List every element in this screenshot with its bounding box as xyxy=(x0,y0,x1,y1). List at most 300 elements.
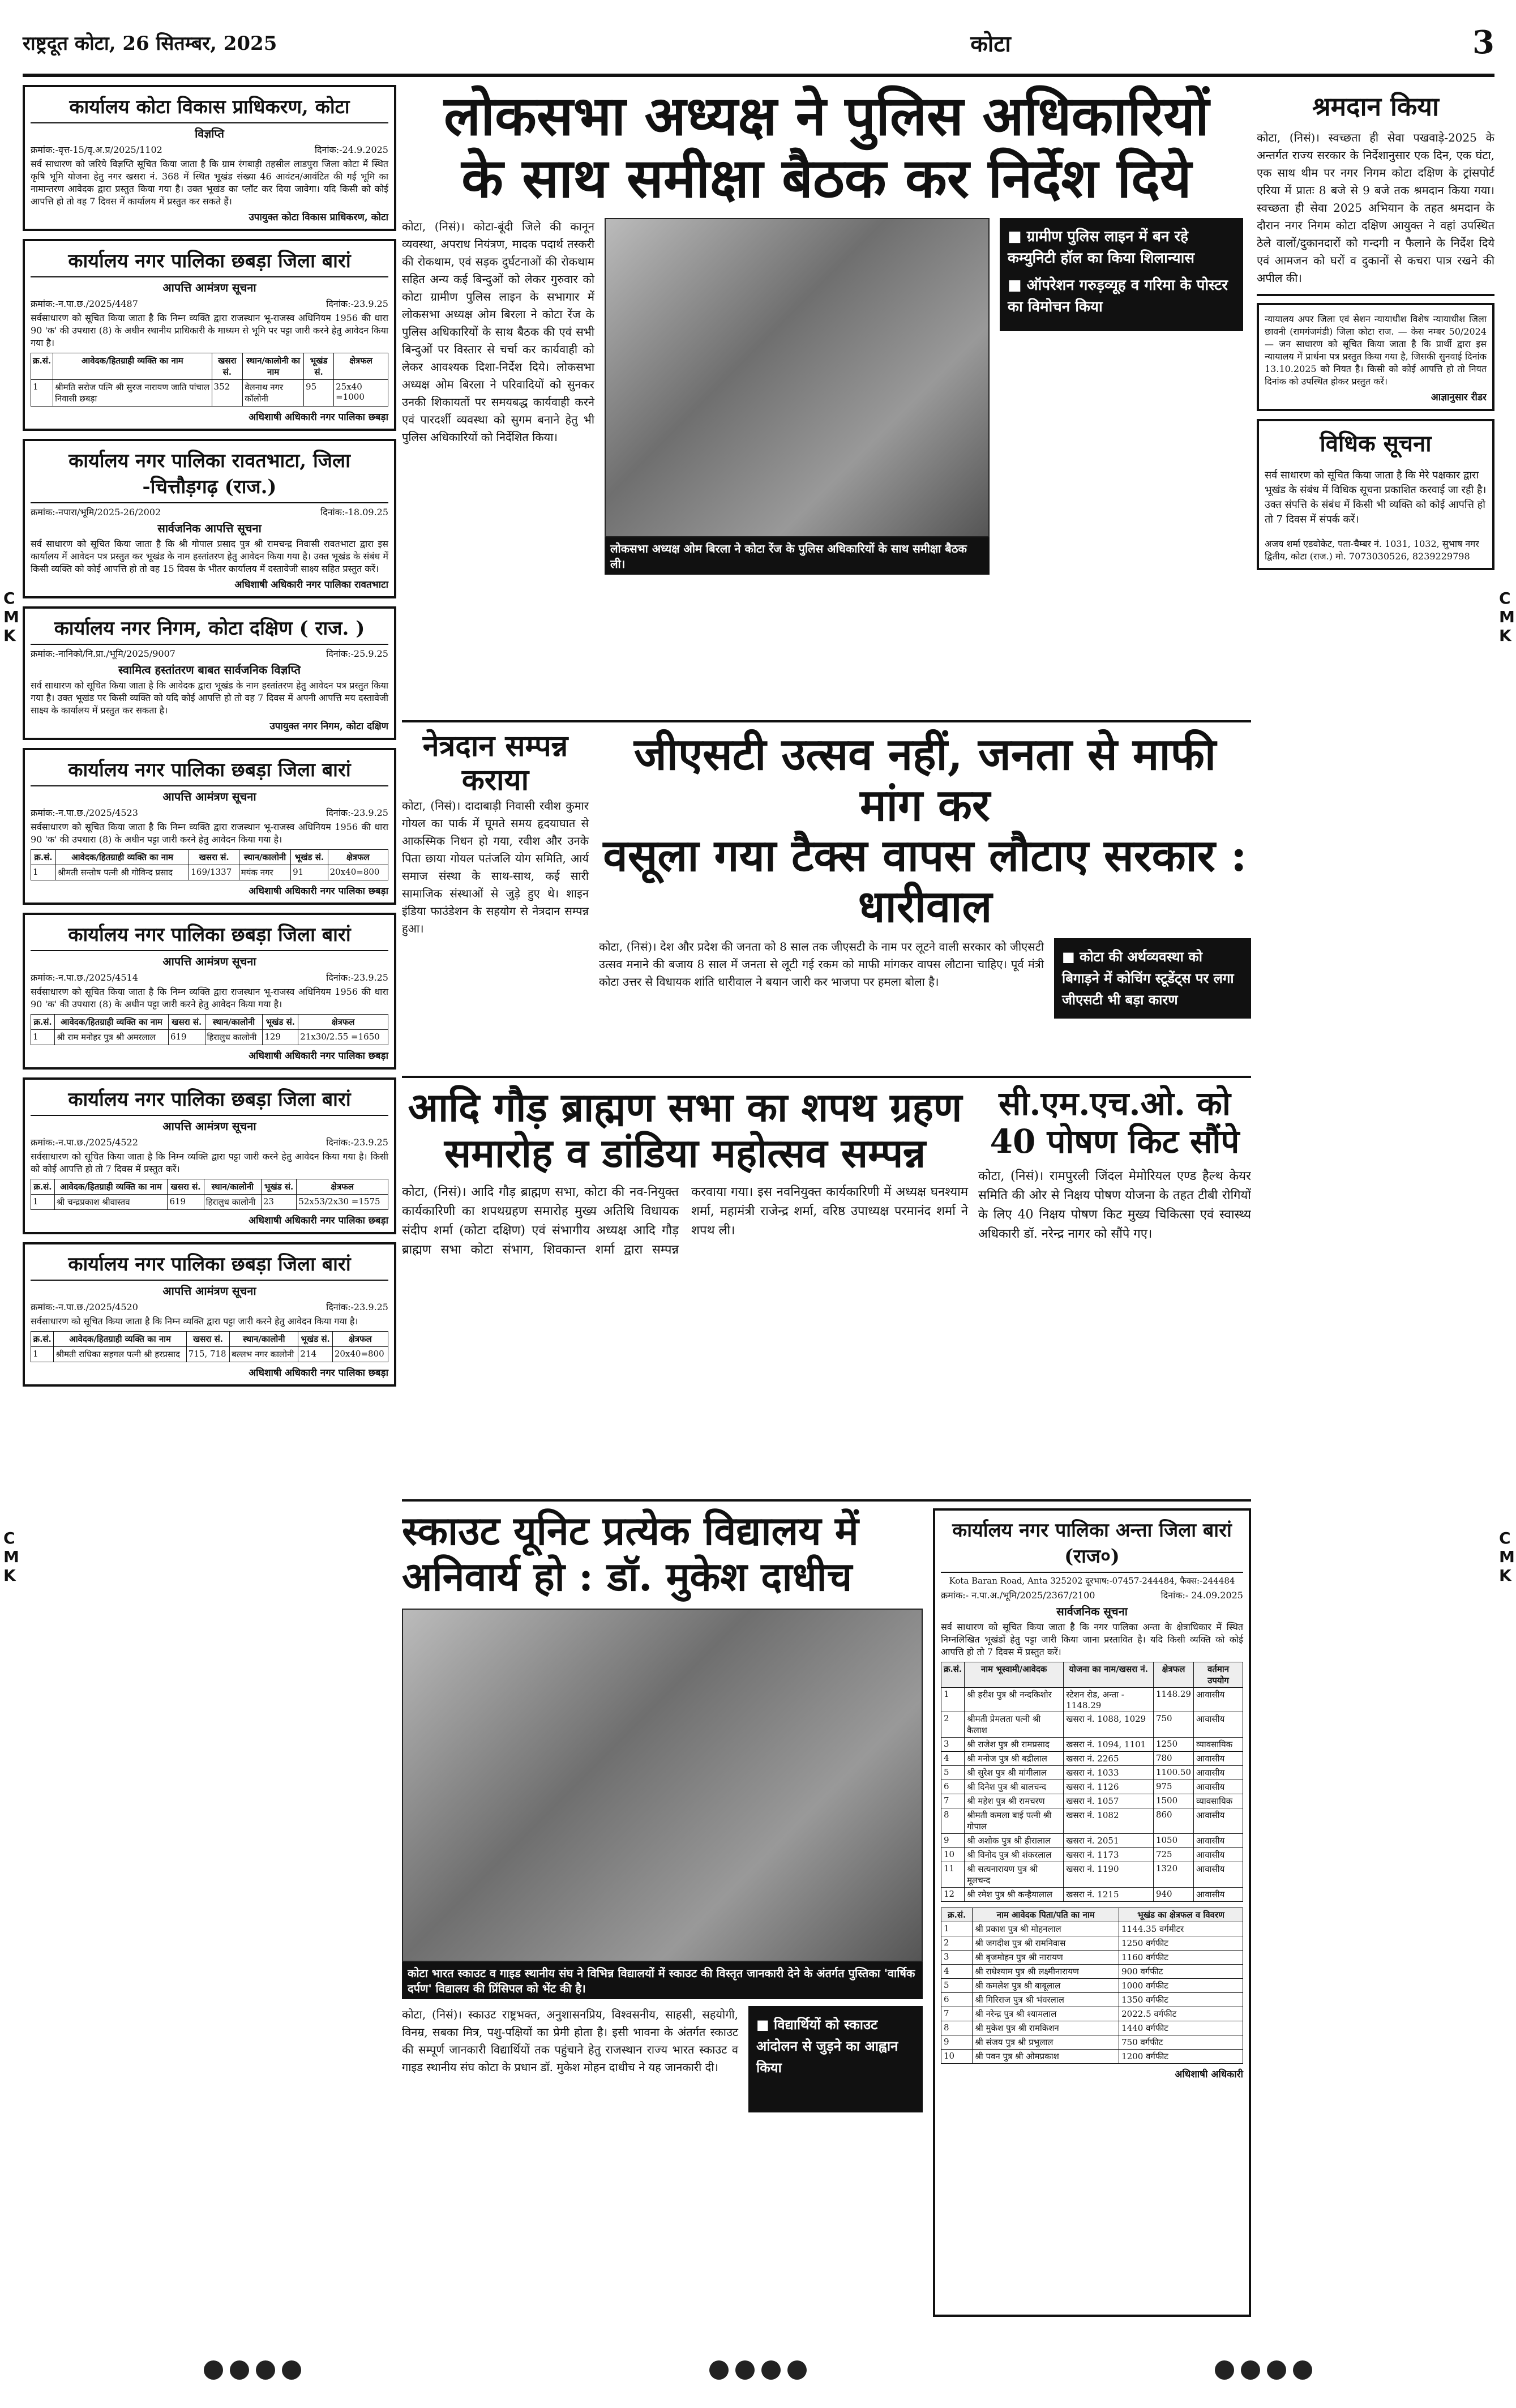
table-cell: 750 xyxy=(1153,1712,1193,1738)
table-header: क्षेत्रफल xyxy=(1153,1662,1193,1688)
table-header: क्षेत्रफल xyxy=(332,1332,388,1347)
notice-title: कार्यालय नगर पालिका रावतभाटा, जिला -चित्तौड़गढ़ (राज.) xyxy=(31,447,388,503)
notice-ref: क्रमांक:-न.पा.छ./2025/4514 xyxy=(31,972,138,983)
second-row xyxy=(402,729,1251,1069)
gst-bullet-box: ■ कोटा की अर्थव्यवस्था को बिगाड़ने में कोचिंग स्टूडेंट्स पर लगा जीएसटी भी बड़ा कारण xyxy=(1054,938,1251,1019)
lead-story xyxy=(402,85,1251,713)
court-notice xyxy=(1257,303,1494,411)
dot xyxy=(787,2360,807,2380)
notice-table xyxy=(31,1014,388,1045)
notice-kota-south-municipal xyxy=(23,606,396,740)
registration-mark: C M K xyxy=(3,589,19,645)
table-cell: 619 xyxy=(168,1195,204,1210)
table-cell: 5 xyxy=(941,1766,965,1780)
table-header: आवेदक/हितग्राही व्यक्ति का नाम xyxy=(55,850,189,865)
table-row xyxy=(941,1922,1243,1936)
anta-date: दिनांक:- 24.09.2025 xyxy=(1160,1590,1243,1601)
table-cell: 1 xyxy=(31,1195,55,1210)
notice-chhabra-3 xyxy=(23,913,396,1070)
table-cell: 5 xyxy=(941,1979,973,1993)
table-cell: 169/1337 xyxy=(189,865,239,880)
notice-sign: अधिशाषी अधिकारी नगर पालिका छबड़ा xyxy=(249,886,388,897)
table-header: क्र.सं. xyxy=(941,1662,965,1688)
table-row xyxy=(941,1738,1243,1752)
table-cell: श्री दिनेश पुत्र श्री बालचन्द xyxy=(965,1780,1064,1794)
notice-table xyxy=(31,1331,388,1362)
table-row xyxy=(941,1936,1243,1951)
table-cell: आवासीय xyxy=(1194,1862,1243,1888)
table-cell: श्री नरेन्द्र पुत्र श्री श्यामलाल xyxy=(973,2007,1119,2021)
table-cell: 1320 xyxy=(1153,1862,1193,1888)
table-cell: श्री राधेश्याम पुत्र श्री लक्ष्मीनारायण xyxy=(973,1965,1119,1979)
dot xyxy=(761,2360,781,2380)
notice-date: दिनांक:-23.9.25 xyxy=(326,1302,388,1312)
section-name: कोटा xyxy=(970,30,1011,57)
table-cell: खसरा नं. 2265 xyxy=(1064,1752,1154,1766)
table-cell: बल्लभ नगर कालोनी xyxy=(230,1347,298,1362)
table-header: आवेदक/हितग्राही व्यक्ति का नाम xyxy=(54,1179,168,1195)
table-cell: श्री राम मनोहर पुत्र श्री अमरलाल xyxy=(55,1030,169,1045)
table-header: आवेदक/हितग्राही व्यक्ति का नाम xyxy=(55,1015,169,1030)
anta-address: Kota Baran Road, Anta 325202 दूरभाष:-07457-244484, फैक्स:-244484 xyxy=(949,1576,1235,1586)
table-cell: 1 xyxy=(31,1347,54,1362)
table-cell: 11 xyxy=(941,1862,965,1888)
table-cell: श्री मुकेश पुत्र श्री रामकिशन xyxy=(973,2021,1119,2035)
print-registration-dots xyxy=(0,2357,1516,2385)
netradan-headline: नेत्रदान सम्पन्न कराया xyxy=(422,729,568,797)
notice-date: दिनांक:-25.9.25 xyxy=(326,648,388,659)
cmho-story xyxy=(978,1085,1251,1492)
table-header: स्थान/कालोनी xyxy=(205,1015,263,1030)
scout-headline-line2: अनिवार्य हो : डॉ. मुकेश दाधीच xyxy=(402,1552,853,1600)
notice-body: सर्वसाधारण को सूचित किया जाता है कि निम्न व्यक्ति द्वारा राजस्थान भू-राजस्व अधिनियम 1956 की धारा 90 'क' की उपधारा (8) के अधीन पट्टा जारी करने हेतु आवेदन किया गया है। xyxy=(31,822,388,845)
table-row xyxy=(31,865,388,880)
table-header: भूखंड सं. xyxy=(263,1015,298,1030)
table-cell: 1 xyxy=(31,865,56,880)
notice-ref: क्रमांक:-न.पा.छ./2025/4523 xyxy=(31,807,138,818)
table-row xyxy=(31,1195,388,1210)
table-cell: 975 xyxy=(1153,1780,1193,1794)
notice-sign: अधिशाषी अधिकारी नगर पालिका छबड़ा xyxy=(249,1215,388,1226)
table-header: खसरा सं. xyxy=(168,1015,205,1030)
table-cell: 8 xyxy=(941,2021,973,2035)
table-cell: 1050 xyxy=(1153,1834,1193,1848)
notice-sign: उपायुक्त कोटा विकास प्राधिकरण, कोटा xyxy=(249,212,388,223)
anta-table xyxy=(941,1662,1243,1902)
table-header: क्र.सं. xyxy=(31,1179,55,1195)
table-cell: हिरालुध कालोनी xyxy=(204,1195,261,1210)
table-cell: खसरा नं. 2051 xyxy=(1064,1834,1154,1848)
table-cell: 20x40=800 xyxy=(328,865,388,880)
registration-mark: C M K xyxy=(1499,1529,1515,1585)
notice-title: कार्यालय नगर पालिका छबड़ा जिला बारां xyxy=(31,921,388,951)
anta-table-2 xyxy=(941,1907,1243,2064)
table-row xyxy=(941,1712,1243,1738)
notice-sign: उपायुक्त नगर निगम, कोटा दक्षिण xyxy=(269,721,388,732)
table-row xyxy=(941,1834,1243,1848)
table-cell: 780 xyxy=(1153,1752,1193,1766)
scout-headline-line1: स्काउट यूनिट प्रत्येक विद्यालय में xyxy=(402,1507,859,1554)
notice-ref: क्रमांक:-न.पा.छ./2025/4487 xyxy=(31,298,138,309)
table-row xyxy=(941,1794,1243,1808)
table-cell: श्री अशोक पुत्र श्री हीरालाल xyxy=(965,1834,1064,1848)
lead-photo xyxy=(605,218,990,537)
table-cell: 900 वर्गफीट xyxy=(1119,1965,1243,1979)
table-cell: आवासीय xyxy=(1194,1780,1243,1794)
notice-ref: क्रमांक:-न.पा.छ./2025/4520 xyxy=(31,1302,138,1312)
dot xyxy=(204,2360,223,2380)
notice-subtitle: सार्वजनिक आपत्ति सूचना xyxy=(157,521,262,535)
notice-subtitle: स्वामित्व हस्तांतरण बाबत सार्वजनिक विज्ञप्ति xyxy=(118,663,301,677)
table-cell: खसरा नं. 1057 xyxy=(1064,1794,1154,1808)
lead-headline-line1: लोकसभा अध्यक्ष ने पुलिस अधिकारियों xyxy=(444,85,1209,148)
table-header: स्थान/कालोनी xyxy=(204,1179,261,1195)
table-cell: 3 xyxy=(941,1738,965,1752)
table-header: भूखंड सं. xyxy=(298,1332,332,1347)
table-cell: श्री मनोज पुत्र श्री बद्रीलाल xyxy=(965,1752,1064,1766)
legal-notice-title: विधिक सूचना xyxy=(1320,430,1432,457)
cmho-body: कोटा, (निसं)। रामपुरली जिंदल मेमोरियल एण्ड हैल्थ केयर समिति की ओर से निक्षय पोषण योजना के तहत टीबी रोगियों के लिए 40 निक्षय पोषण किट मुख्य चिकित्सा एवं स्वास्थ्य अधिकारी डॉ. नरेन्द्र नागर को सौंपे गए। xyxy=(978,1169,1251,1242)
anta-ref: क्रमांक:- न.पा.अ./भूमि/2025/2367/2100 xyxy=(941,1590,1095,1601)
table-cell: श्री प्रकाश पुत्र श्री मोहनलाल xyxy=(973,1922,1119,1936)
table-cell: 7 xyxy=(941,1794,965,1808)
table-cell: 52x53/2x30 =1575 xyxy=(297,1195,388,1210)
notice-chhabra-4 xyxy=(23,1077,396,1234)
table-cell: 12 xyxy=(941,1888,965,1902)
table-header: आवेदक/हितग्राही व्यक्ति का नाम xyxy=(54,1332,186,1347)
table-cell: 1148.29 xyxy=(1153,1688,1193,1712)
table-cell: 10 xyxy=(941,2050,973,2064)
table-cell: 1350 वर्गफीट xyxy=(1119,1993,1243,2007)
notice-chhabra-2 xyxy=(23,748,396,905)
table-cell: आवासीय xyxy=(1194,1688,1243,1712)
table-header: खसरा सं. xyxy=(168,1179,204,1195)
table-header: खसरा सं. xyxy=(186,1332,229,1347)
divider xyxy=(402,720,1251,722)
notice-chhabra-1 xyxy=(23,239,396,431)
notice-body: सर्व साधारण को सूचित किया जाता है कि श्री गोपाल प्रसाद पुत्र श्री रामचन्द्र निवासी रावतभाटा द्वारा इस कार्यालय में आवेदन पत्र प्रस्तुत कर भूखंड के नाम हस्तांतरण हेतु आवेदन किया गया है। उक्त भूखंड के संबंध में किसी व्यक्ति को कोई आपत्ति हो तो वह 15 दिवस के भीतर कार्यालय में दस्तावेजी साक्ष्य सहित प्रस्तुत करें। xyxy=(31,538,388,574)
left-notices-column xyxy=(23,85,396,2344)
notice-date: दिनांक:-23.9.25 xyxy=(326,1137,388,1148)
table-cell: श्रीमती राधिका सहगल पत्नी श्री हरप्रसाद xyxy=(54,1347,186,1362)
lead-bullet: ■ ऑपरेशन गरुड़व्यूह व गरिमा के पोस्टर का विमोचन किया xyxy=(1008,276,1228,315)
anta-sign: अधिशाषी अधिकारी xyxy=(1175,2069,1243,2080)
table-header: भूखंड का क्षेत्रफल व विवरण xyxy=(1119,1908,1243,1922)
court-notice-sign: आज्ञानुसार रीडर xyxy=(1431,392,1487,403)
table-header: क्षेत्रफल xyxy=(297,1179,388,1195)
table-row xyxy=(941,1979,1243,1993)
table-cell: आवासीय xyxy=(1194,1766,1243,1780)
table-cell: 4 xyxy=(941,1965,973,1979)
legal-notice-body: सर्व साधारण को सूचित किया जाता है कि मेरे पक्षकार द्वारा भूखंड के संबंध में विधिक सूचना प्रकाशित करवाई जा रही है। उक्त संपत्ति के संबंध में किसी भी व्यक्ति को कोई आपत्ति हो तो 7 दिवस में संपर्क करें। xyxy=(1265,469,1487,525)
notice-body: सर्व साधारण को सूचित किया जाता है कि आवेदक द्वारा भूखंड के नाम हस्तांतरण हेतु आवेदन पत्र प्रस्तुत किया गया है। उक्त भूखंड पर किसी व्यक्ति को यदि कोई आपत्ति हो तो वह 7 दिवस में अपनी आपत्ति मय दस्तावेजी साक्ष्य के कार्यालय में प्रस्तुत कर सकता है। xyxy=(31,680,388,716)
table-cell: 1100.50 xyxy=(1153,1766,1193,1780)
anta-intro: सर्व साधारण को सूचित किया जाता है कि नगर पालिका अन्ता के क्षेत्राधिकार में स्थित निम्नलिखित भूखंडों हेतु पट्टा जारी किया जाना प्रस्तावित है। यदि किसी व्यक्ति को कोई आपत्ति हो तो 7 दिवस में प्रस्तुत करें। xyxy=(941,1622,1243,1657)
notice-kota-development-authority xyxy=(23,85,396,231)
dot xyxy=(230,2360,249,2380)
table-cell: 214 xyxy=(298,1347,332,1362)
aadi-gaur-headline-line1: आदि गौड़ ब्राह्मण सभा का शपथ ग्रहण xyxy=(408,1084,962,1131)
table-cell: 715, 718 xyxy=(186,1347,229,1362)
main-news-column xyxy=(402,85,1251,2344)
table-header: क्षेत्रफल xyxy=(334,353,388,380)
table-header: क्र.सं. xyxy=(31,1015,55,1030)
table-cell: व्यावसायिक xyxy=(1194,1794,1243,1808)
table-header: क्षेत्रफल xyxy=(298,1015,388,1030)
table-cell: 2 xyxy=(941,1712,965,1738)
legal-notice xyxy=(1257,419,1494,570)
table-cell: 6 xyxy=(941,1780,965,1794)
dot xyxy=(1267,2360,1286,2380)
table-cell: आवासीय xyxy=(1194,1808,1243,1834)
table-cell: 1144.35 वर्गमीटर xyxy=(1119,1922,1243,1936)
table-row xyxy=(941,1808,1243,1834)
table-row xyxy=(941,1951,1243,1965)
notice-date: दिनांक:-18.09.25 xyxy=(320,507,388,517)
table-header: क्र.सं. xyxy=(941,1908,973,1922)
notice-table xyxy=(31,849,388,880)
table-cell: 129 xyxy=(263,1030,298,1045)
legal-notice-sign: अजय शर्मा एडवोकेट, पता-चैम्बर नं. 1031, 1032, सुभाष नगर द्वितीय, कोटा (राज.) मो. 7073030526, 8239229798 xyxy=(1265,538,1479,562)
third-row xyxy=(402,1085,1251,1492)
scout-photo xyxy=(402,1609,923,1962)
dot xyxy=(1293,2360,1312,2380)
table-cell: 20x40=800 xyxy=(332,1347,388,1362)
lead-bullet: ■ ग्रामीण पुलिस लाइन में बन रहे कम्युनिटी हॉल का किया शिलान्यास xyxy=(1008,228,1194,267)
table-cell: खसरा नं. 1190 xyxy=(1064,1862,1154,1888)
notice-ref: क्रमांक:-नपारा/भूमि/2025-26/2002 xyxy=(31,507,161,517)
table-cell: श्री पवन पुत्र श्री ओमप्रकाश xyxy=(973,2050,1119,2064)
table-cell: 1 xyxy=(941,1922,973,1936)
table-cell: 95 xyxy=(304,380,334,407)
table-row xyxy=(941,1993,1243,2007)
notice-sign: अधिशाषी अधिकारी नगर पालिका छबड़ा xyxy=(249,1367,388,1379)
notice-table xyxy=(31,353,388,407)
notice-ref: क्रमांक:-वृत्त-15/वृ.अ.प्र/2025/1102 xyxy=(31,144,162,155)
dot xyxy=(256,2360,275,2380)
table-header: क्र.सं. xyxy=(31,1332,54,1347)
table-header: वर्तमान उपयोग xyxy=(1194,1662,1243,1688)
notice-title: कार्यालय नगर निगम, कोटा दक्षिण ( राज. ) xyxy=(31,614,388,645)
table-cell: 352 xyxy=(212,380,243,407)
table-cell: 23 xyxy=(261,1195,296,1210)
notice-table xyxy=(31,1179,388,1210)
table-cell: 750 वर्गफीट xyxy=(1119,2035,1243,2050)
lead-bullets-box xyxy=(1000,218,1243,331)
table-header: स्थान/कालोनी का नाम xyxy=(243,353,304,380)
table-cell: वेलनाथ नगर कॉलोनी xyxy=(243,380,304,407)
table-row xyxy=(941,1848,1243,1862)
shramdaan-headline: श्रमदान किया xyxy=(1312,91,1439,122)
table-cell: 1250 वर्गफीट xyxy=(1119,1936,1243,1951)
gst-body: कोटा, (निसं)। देश और प्रदेश की जनता को 8 साल तक जीएसटी के नाम पर लूटने वाली सरकार को जीएसटी उत्सव मनाने की बजाय 8 साल में जनता से लूटी गई रकम को माफी मांगकर वापस लौटाना चाहिए। पूर्व मंत्री कोटा उत्तर से विधायक शांति धारीवाल ने बयान जारी कर भाजपा पर हमला बोला है। xyxy=(599,939,1044,989)
table-cell: खसरा नं. 1215 xyxy=(1064,1888,1154,1902)
table-cell: 1500 xyxy=(1153,1794,1193,1808)
notice-body: सर्व साधारण को जरिये विज्ञप्ति सूचित किया जाता है कि ग्राम रंगबाड़ी तहसील लाडपुरा जिला कोटा में स्थित कृषि भूमि योजना हेतु नगर खसरा नं. 368 में स्थित भूखंड संख्या 46 आवंटन/आवंटित की गई भूमि का नामान्तरण आवेदक द्वारा प्रस्तुत किया गया है। उक्त भूखंड का प्लॉट कर दिया जावेगा। यदि किसी को कोई आपत्ति हो तो वह 7 दिवस में कार्यालय में प्रस्तुत कर सकते हैं। xyxy=(31,159,388,207)
notice-subtitle: आपत्ति आमंत्रण सूचना xyxy=(162,790,256,803)
notice-sign: अधिशाषी अधिकारी नगर पालिका छबड़ा xyxy=(249,412,388,423)
dot xyxy=(282,2360,301,2380)
table-cell: आवासीय xyxy=(1194,1712,1243,1738)
aadi-gaur-story xyxy=(402,1085,968,1492)
table-row xyxy=(941,2021,1243,2035)
notice-subtitle: आपत्ति आमंत्रण सूचना xyxy=(162,281,256,294)
page-number: 3 xyxy=(1472,24,1494,61)
table-row xyxy=(941,1888,1243,1902)
table-cell: 2 xyxy=(941,1936,973,1951)
notice-date: दिनांक:-24.9.2025 xyxy=(314,144,388,155)
table-cell: 9 xyxy=(941,2035,973,2050)
divider xyxy=(1257,294,1494,296)
notice-body: सर्वसाधारण को सूचित किया जाता है कि निम्न व्यक्ति द्वारा राजस्थान भू-राजस्व अधिनियम 1956 की धारा 90 'क' की उपधारा (8) के अधीन पट्टा जारी करने हेतु आवेदन किया गया है। xyxy=(31,986,388,1010)
divider xyxy=(402,1076,1251,1078)
scout-bullet: विद्यार्थियों को स्काउट आंदोलन से जुड़ने का आह्वान किया xyxy=(756,2016,898,2076)
table-cell: आवासीय xyxy=(1194,1752,1243,1766)
notice-ref: क्रमांक:-न.पा.छ./2025/4522 xyxy=(31,1137,138,1148)
notice-rawatbhata xyxy=(23,439,396,598)
table-cell: आवासीय xyxy=(1194,1888,1243,1902)
table-cell: 1000 वर्गफीट xyxy=(1119,1979,1243,1993)
table-cell: 91 xyxy=(291,865,328,880)
table-header: क्र.सं. xyxy=(31,353,53,380)
table-row xyxy=(31,1347,388,1362)
table-header: नाम भूस्वामी/आवेदक xyxy=(965,1662,1064,1688)
notice-sign: अधिशाषी अधिकारी नगर पालिका रावतभाटा xyxy=(234,579,388,591)
table-cell: खसरा नं. 1088, 1029 xyxy=(1064,1712,1154,1738)
scout-bullet-box: ■ विद्यार्थियों को स्काउट आंदोलन से जुड़ने का आह्वान किया xyxy=(748,2006,923,2112)
table-row xyxy=(941,1965,1243,1979)
registration-mark: C M K xyxy=(1499,589,1515,645)
notice-subtitle: आपत्ति आमंत्रण सूचना xyxy=(162,1284,256,1298)
table-cell: 860 xyxy=(1153,1808,1193,1834)
table-cell: 21x30/2.55 =1650 xyxy=(298,1030,388,1045)
shramdaan-body: कोटा, (निसं)। स्वच्छता ही सेवा पखवाड़े-2025 के अन्तर्गत राज्य सरकार के निर्देशानुसार एक दिन, एक घंटा, एक साथ थीम पर नगर निगम कोटा दक्षिण के ट्रांसपोर्ट एरिया में प्रातः 8 बजे से 9 बजे तक श्रमदान किया गया। स्वच्छता ही सेवा 2025 अभियान के तहत श्रमदान के दौरान नगर निगम कोटा दक्षिण आयुक्त ने वहां उपस्थित ठेले वालों/दुकानदारों को गन्दगी न फैलाने के निर्देश दिये एवं आमजन को घरों व दुकानों से कचरा पात्र रखने की अपील की। xyxy=(1257,131,1494,285)
table-cell: श्रीमती प्रेमलता पत्नी श्री कैलाश xyxy=(965,1712,1064,1738)
notice-chhabra-5 xyxy=(23,1242,396,1387)
dot xyxy=(1241,2360,1260,2380)
gst-headline-line2: वसूला गया टैक्स वापस लौटाए सरकार : धारीवाल xyxy=(603,830,1247,933)
gst-bullet: कोटा की अर्थव्यवस्था को बिगाड़ने में कोचिंग स्टूडेंट्स पर लगा जीएसटी भी बड़ा कारण xyxy=(1062,948,1234,1008)
table-header: क्र.सं. xyxy=(31,850,56,865)
table-cell: 25x40 =1000 xyxy=(334,380,388,407)
table-cell: आवासीय xyxy=(1194,1834,1243,1848)
table-header: नाम आवेदक पिता/पति का नाम xyxy=(973,1908,1119,1922)
scout-story xyxy=(402,1508,923,2329)
table-cell: 1 xyxy=(941,1688,965,1712)
table-header: भूखंड सं. xyxy=(261,1179,296,1195)
table-cell: खसरा नं. 1082 xyxy=(1064,1808,1154,1834)
table-cell: 6 xyxy=(941,1993,973,2007)
table-row xyxy=(941,1766,1243,1780)
lead-photo-caption: लोकसभा अध्यक्ष ओम बिरला ने कोटा रेंज के पुलिस अधिकारियों के साथ समीक्षा बैठक ली। xyxy=(605,537,990,575)
table-header: आवेदक/हितग्राही व्यक्ति का नाम xyxy=(53,353,212,380)
notice-title: कार्यालय नगर पालिका छबड़ा जिला बारां xyxy=(31,1250,388,1281)
anta-notice-box xyxy=(933,1508,1251,2317)
notice-subtitle: विज्ञप्ति xyxy=(195,127,224,140)
aadi-gaur-headline-line2: समारोह व डांडिया महोत्सव सम्पन्न xyxy=(444,1129,926,1177)
notice-subtitle: आपत्ति आमंत्रण सूचना xyxy=(162,1119,256,1133)
page-header xyxy=(23,11,1494,77)
table-row xyxy=(31,380,388,407)
table-cell: श्री चन्द्रप्रकाश श्रीवास्तव xyxy=(54,1195,168,1210)
table-cell: खसरा नं. 1094, 1101 xyxy=(1064,1738,1154,1752)
court-notice-body: न्यायालय अपर जिला एवं सेशन न्यायाधीश विशेष न्यायाधीश जिला छावनी (रामगंजमंडी) जिला कोटा राज. — केस नम्बर 50/2024 — जन साधारण को सूचित किया जाता है कि प्रार्थी द्वारा इस न्यायालय में प्रार्थना पत्र प्रस्तुत किया गया है, जिसकी सुनवाई दिनांक 13.10.2025 को नियत है। किसी को कोई आपत्ति हो तो नियत दिनांक को उपस्थित होकर प्रस्तुत करें। xyxy=(1265,314,1487,387)
table-cell: 9 xyxy=(941,1834,965,1848)
table-cell: श्री गिरिराज पुत्र श्री भंवरलाल xyxy=(973,1993,1119,2007)
table-cell: श्री कमलेश पुत्र श्री बाबूलाल xyxy=(973,1979,1119,1993)
table-row xyxy=(941,1688,1243,1712)
table-header: खसरा सं. xyxy=(189,850,239,865)
table-header: भूखंड सं. xyxy=(291,850,328,865)
table-cell: श्री हरीश पुत्र श्री नन्दकिशोर xyxy=(965,1688,1064,1712)
notice-title: कार्यालय नगर पालिका छबड़ा जिला बारां xyxy=(31,756,388,786)
notice-body: सर्वसाधारण को सूचित किया जाता है कि निम्न व्यक्ति द्वारा राजस्थान भू-राजस्व अधिनियम 1956 की धारा 90 'क' की उपधारा (8) के अधीन स्थानीय प्राधिकारी के माध्यम से भूमि पर पट्टा जारी करने हेतु आवेदन किया गया है। xyxy=(31,313,388,348)
notice-date: दिनांक:-23.9.25 xyxy=(326,807,388,818)
table-row xyxy=(941,2035,1243,2050)
table-row xyxy=(941,1780,1243,1794)
table-cell: खसरा नं. 1126 xyxy=(1064,1780,1154,1794)
notice-subtitle: आपत्ति आमंत्रण सूचना xyxy=(162,955,256,968)
table-cell: श्रीमति सरोज पत्नि श्री सुरज नारायण जाति पांचाल निवासी छबड़ा xyxy=(53,380,212,407)
table-cell: खसरा नं. 1033 xyxy=(1064,1766,1154,1780)
table-cell: श्रीमती कमला बाई पत्नी श्री गोपाल xyxy=(965,1808,1064,1834)
notice-title: कार्यालय कोटा विकास प्राधिकरण, कोटा xyxy=(31,93,388,123)
scout-body: कोटा, (निसं)। स्काउट राष्ट्रभक्त, अनुशासनप्रिय, विश्वसनीय, साहसी, सहयोगी, विनम्र, सबका मित्र, पशु-पक्षियों का प्रेमी होता है। इसी भावना के अंतर्गत स्काउट की सम्पूर्ण जानकारी विद्यार्थियों तक पहुंचाने हेतु राजस्थान राज्य भारत स्काउट व गाइड स्थानीय संघ कोटा के प्रधान डॉ. मुकेश मोहन दाधीच ने यह जानकारी दी। xyxy=(402,2008,738,2074)
table-cell: श्री बृजमोहन पुत्र श्री नारायण xyxy=(973,1951,1119,1965)
table-row xyxy=(31,1030,388,1045)
table-cell: 7 xyxy=(941,2007,973,2021)
dot xyxy=(1215,2360,1234,2380)
dateline: राष्ट्रदूत कोटा, 26 सितम्बर, 2025 xyxy=(23,32,277,55)
table-cell: मयंक नगर xyxy=(239,865,290,880)
table-cell: श्री राजेश पुत्र श्री रामप्रसाद xyxy=(965,1738,1064,1752)
table-cell: हिरालुध कालोनी xyxy=(205,1030,263,1045)
anta-subtitle: सार्वजनिक सूचना xyxy=(1056,1605,1128,1618)
table-cell: 4 xyxy=(941,1752,965,1766)
table-header: स्थान/कालोनी xyxy=(239,850,290,865)
table-cell: 3 xyxy=(941,1951,973,1965)
divider xyxy=(402,1499,1251,1502)
table-row xyxy=(941,1752,1243,1766)
table-cell: 619 xyxy=(168,1030,205,1045)
cmho-headline: सी.एम.एच.ओ. को 40 पोषण किट सौंपे xyxy=(990,1084,1240,1161)
anta-notice-title: कार्यालय नगर पालिका अन्ता जिला बारां (राज०) xyxy=(941,1516,1243,1573)
notice-date: दिनांक:-23.9.25 xyxy=(326,298,388,309)
table-row xyxy=(941,1862,1243,1888)
lead-headline-line2: के साथ समीक्षा बैठक कर निर्देश दिये xyxy=(461,146,1192,211)
table-row xyxy=(941,2007,1243,2021)
lead-body: कोटा, (निसं)। कोटा-बूंदी जिले की कानून व्यवस्था, अपराध नियंत्रण, मादक पदार्थ तस्करी की रोकथाम, एवं सड़क दुर्घटनाओं की रोकथाम सहित अन्य कई बिन्दुओं को लेकर गुरुवार को कोटा ग्रामीण पुलिस लाइन के सभागार में लोकसभा अध्यक्ष ओम बिरला ने कोटा रेंज के पुलिस अधिकारियों के साथ बैठक की एवं सभी बिन्दुओं पर विस्तार से चर्चा कर कार्यवाही को लेकर आवश्यक दिशा-निर्देश दिये। लोकसभा अध्यक्ष ओम बिरला ने परिवादियों को सुनकर उनकी शिकायतों पर समयबद्ध कार्यवाही करने एवं पारदर्शी व्यवस्था को सुगम बनाने हेतु भी पुलिस अधिकारियों को निर्देशित किया। xyxy=(402,219,594,444)
notice-sign: अधिशाषी अधिकारी नगर पालिका छबड़ा xyxy=(249,1050,388,1062)
table-cell: 1160 वर्गफीट xyxy=(1119,1951,1243,1965)
table-cell: व्यावसायिक xyxy=(1194,1738,1243,1752)
right-column xyxy=(1257,85,1494,2344)
table-cell: 940 xyxy=(1153,1888,1193,1902)
table-cell: 10 xyxy=(941,1848,965,1862)
notice-body: सर्वसाधारण को सूचित किया जाता है कि निम्न व्यक्ति द्वारा पट्टा जारी करने हेतु आवेदन किया गया है। xyxy=(31,1316,358,1327)
table-cell: 1 xyxy=(31,380,53,407)
table-cell: श्री सुरेश पुत्र श्री मांगीलाल xyxy=(965,1766,1064,1780)
table-cell: 8 xyxy=(941,1808,965,1834)
dot xyxy=(709,2360,729,2380)
dot xyxy=(735,2360,755,2380)
netradan-story xyxy=(402,729,589,1069)
scout-photo-caption: कोटा भारत स्काउट व गाइड स्थानीय संघ ने विभिन्न विद्यालयों में स्काउट की विस्तृत जानकारी देने के अंतर्गत पुस्तिका 'वार्षिक दर्पण' विद्यालय की प्रिंसिपल को भेंट की है। xyxy=(402,1962,923,1999)
table-cell: 1440 वर्गफीट xyxy=(1119,2021,1243,2035)
table-cell: श्री महेश पुत्र श्री रामचरण xyxy=(965,1794,1064,1808)
table-header: क्षेत्रफल xyxy=(328,850,388,865)
table-cell: 725 xyxy=(1153,1848,1193,1862)
